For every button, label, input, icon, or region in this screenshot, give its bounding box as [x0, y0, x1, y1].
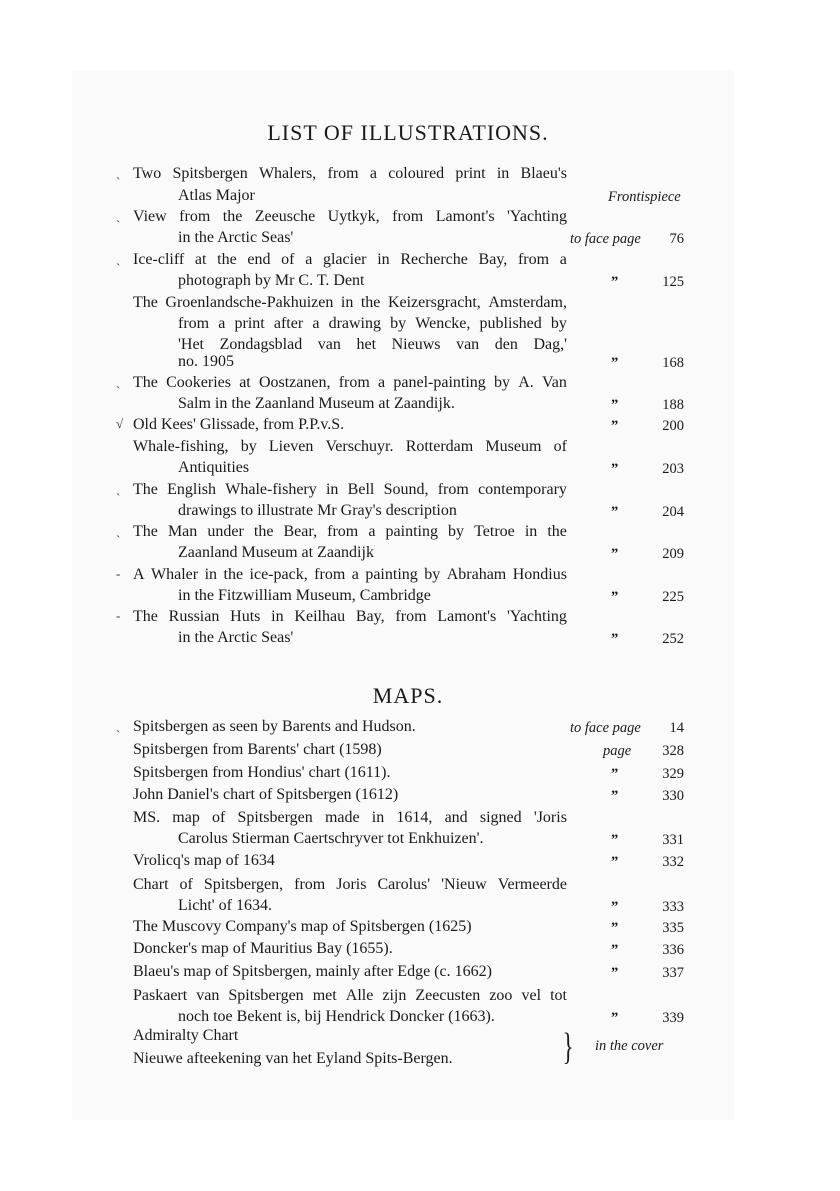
margin-check-mark: ˎ [116, 718, 121, 733]
entry-line: Licht' of 1634. [178, 897, 272, 914]
entry-line: Old Kees' Glissade, from P.P.v.S. [133, 416, 345, 433]
entry-line: Blaeu's map of Spitsbergen, mainly after Edge (c. 1662) [133, 963, 492, 980]
page-number: 76 [669, 231, 684, 247]
entry-line: Spitsbergen from Barents' chart (1598) [133, 741, 382, 758]
margin-check-mark: ˎ [116, 251, 121, 266]
entry-line: in the Arctic Seas' [178, 229, 294, 246]
page-number: 336 [662, 942, 684, 958]
entry-line: from a print after a drawing by Wencke, published by [178, 315, 567, 332]
reference-label: page [603, 743, 632, 759]
entry-line: in the Fitzwilliam Museum, Cambridge [178, 587, 431, 604]
page-number: 331 [662, 832, 684, 848]
page-number: 209 [662, 546, 684, 562]
page-number: 329 [662, 766, 684, 782]
maps-heading: MAPS. [372, 683, 444, 708]
entry-line: Chart of Spitsbergen, from Joris Carolus' 'Nieuw Vermeerde [133, 876, 567, 893]
margin-check-mark: ˎ [116, 481, 121, 496]
margin-check-mark: ˎ [116, 374, 121, 389]
entry-line: Spitsbergen from Hondius' chart (1611). [133, 764, 391, 781]
margin-check-mark: √ [116, 416, 124, 431]
entry-line: Admiralty Chart [133, 1027, 239, 1044]
entry-line: Atlas Major [178, 187, 255, 204]
reference-label: ” [611, 631, 619, 647]
reference-label: ” [611, 832, 619, 848]
reference-label: ” [611, 788, 619, 804]
reference-label: ” [611, 504, 619, 520]
reference-label: ” [611, 920, 619, 936]
page-number: 333 [662, 899, 684, 915]
entry-line: Doncker's map of Mauritius Bay (1655). [133, 940, 393, 957]
entry-line: The English Whale-fishery in Bell Sound, from contemporary [133, 481, 567, 498]
reference-label: Frontispiece [608, 189, 681, 205]
entry-line: The Man under the Bear, from a painting by Tetroe in the [133, 523, 567, 540]
reference-label: to face page [570, 231, 641, 247]
reference-label: ” [611, 589, 619, 605]
margin-check-mark: - [116, 566, 121, 581]
entry-line: Antiquities [178, 459, 250, 476]
page-number: 328 [662, 743, 684, 759]
entry-line: Whale-fishing, by Lieven Verschuyr. Rotterdam Museum of [133, 438, 567, 455]
reference-label: ” [611, 355, 619, 371]
margin-check-mark: - [116, 608, 121, 623]
page-number: 14 [669, 720, 684, 736]
reference-label: ” [611, 274, 619, 290]
reference-label: ” [611, 546, 619, 562]
page-number: 335 [662, 920, 684, 936]
entry-line: MS. map of Spitsbergen made in 1614, and signed 'Joris [133, 809, 567, 826]
cover-note: in the cover [595, 1038, 664, 1054]
entry-line: John Daniel's chart of Spitsbergen (1612) [133, 786, 399, 803]
entry-line: noch toe Bekent is, bij Hendrick Doncker (1663). [178, 1008, 495, 1025]
entry-line: Two Spitsbergen Whalers, from a coloured print in Blaeu's [133, 165, 567, 182]
entry-line: The Cookeries at Oostzanen, from a panel-painting by A. Van [133, 374, 567, 391]
page-number: 252 [662, 631, 684, 647]
page-number: 339 [662, 1010, 684, 1026]
page-number: 330 [662, 788, 684, 804]
reference-label: ” [611, 461, 619, 477]
page-number: 203 [662, 461, 684, 477]
entry-line: The Muscovy Company's map of Spitsbergen (1625) [133, 918, 472, 935]
reference-label: ” [611, 854, 619, 870]
entry-line: Paskaert van Spitsbergen met Alle zijn Zeecusten zoo vel tot [133, 987, 567, 1004]
entry-line: Ice-cliff at the end of a glacier in Recherche Bay, from a [133, 251, 567, 268]
entry-line: Zaanland Museum at Zaandijk [178, 544, 374, 561]
entry-line: Salm in the Zaanland Museum at Zaandijk. [178, 395, 455, 412]
margin-check-mark: ˎ [116, 208, 121, 223]
page-number: 225 [662, 589, 684, 605]
page-number: 200 [662, 418, 684, 434]
entry-line: The Groenlandsche-Pakhuizen in the Keizersgracht, Amsterdam, [133, 294, 567, 311]
reference-label: to face page [570, 720, 641, 736]
reference-label: ” [611, 965, 619, 981]
margin-check-mark: ˎ [116, 165, 121, 180]
brace-mark: } [562, 1026, 574, 1068]
entry-line: 'Het Zondagsblad van het Nieuws van den Dag,' [178, 336, 567, 353]
page-number: 188 [662, 397, 684, 413]
reference-label: ” [611, 418, 619, 434]
reference-label: ” [611, 942, 619, 958]
margin-check-mark: ˎ [116, 523, 121, 538]
entry-line: no. 1905 [178, 353, 234, 370]
entry-line: View from the Zeeusche Uytkyk, from Lamont's 'Yachting [133, 208, 567, 225]
entry-line: in the Arctic Seas' [178, 629, 294, 646]
illustrations-heading: LIST OF ILLUSTRATIONS. [267, 120, 549, 145]
entry-line: Vrolicq's map of 1634 [133, 852, 275, 869]
page-number: 204 [662, 504, 684, 520]
page-number: 125 [662, 274, 684, 290]
reference-label: ” [611, 766, 619, 782]
entry-line: Nieuwe afteekening van het Eyland Spits-Bergen. [133, 1050, 453, 1067]
reference-label: ” [611, 1010, 619, 1026]
entry-line: photograph by Mr C. T. Dent [178, 272, 365, 289]
reference-label: ” [611, 899, 619, 915]
entry-line: A Whaler in the ice-pack, from a painting by Abraham Hondius [133, 566, 567, 583]
reference-label: ” [611, 397, 619, 413]
page-number: 337 [662, 965, 684, 981]
page-number: 332 [662, 854, 684, 870]
entry-line: drawings to illustrate Mr Gray's description [178, 502, 457, 519]
entry-line: Spitsbergen as seen by Barents and Hudson. [133, 718, 416, 735]
page-number: 168 [662, 355, 684, 371]
entry-line: Carolus Stierman Caertschryver tot Enkhuizen'. [178, 830, 484, 847]
entry-line: The Russian Huts in Keilhau Bay, from Lamont's 'Yachting [133, 608, 567, 625]
